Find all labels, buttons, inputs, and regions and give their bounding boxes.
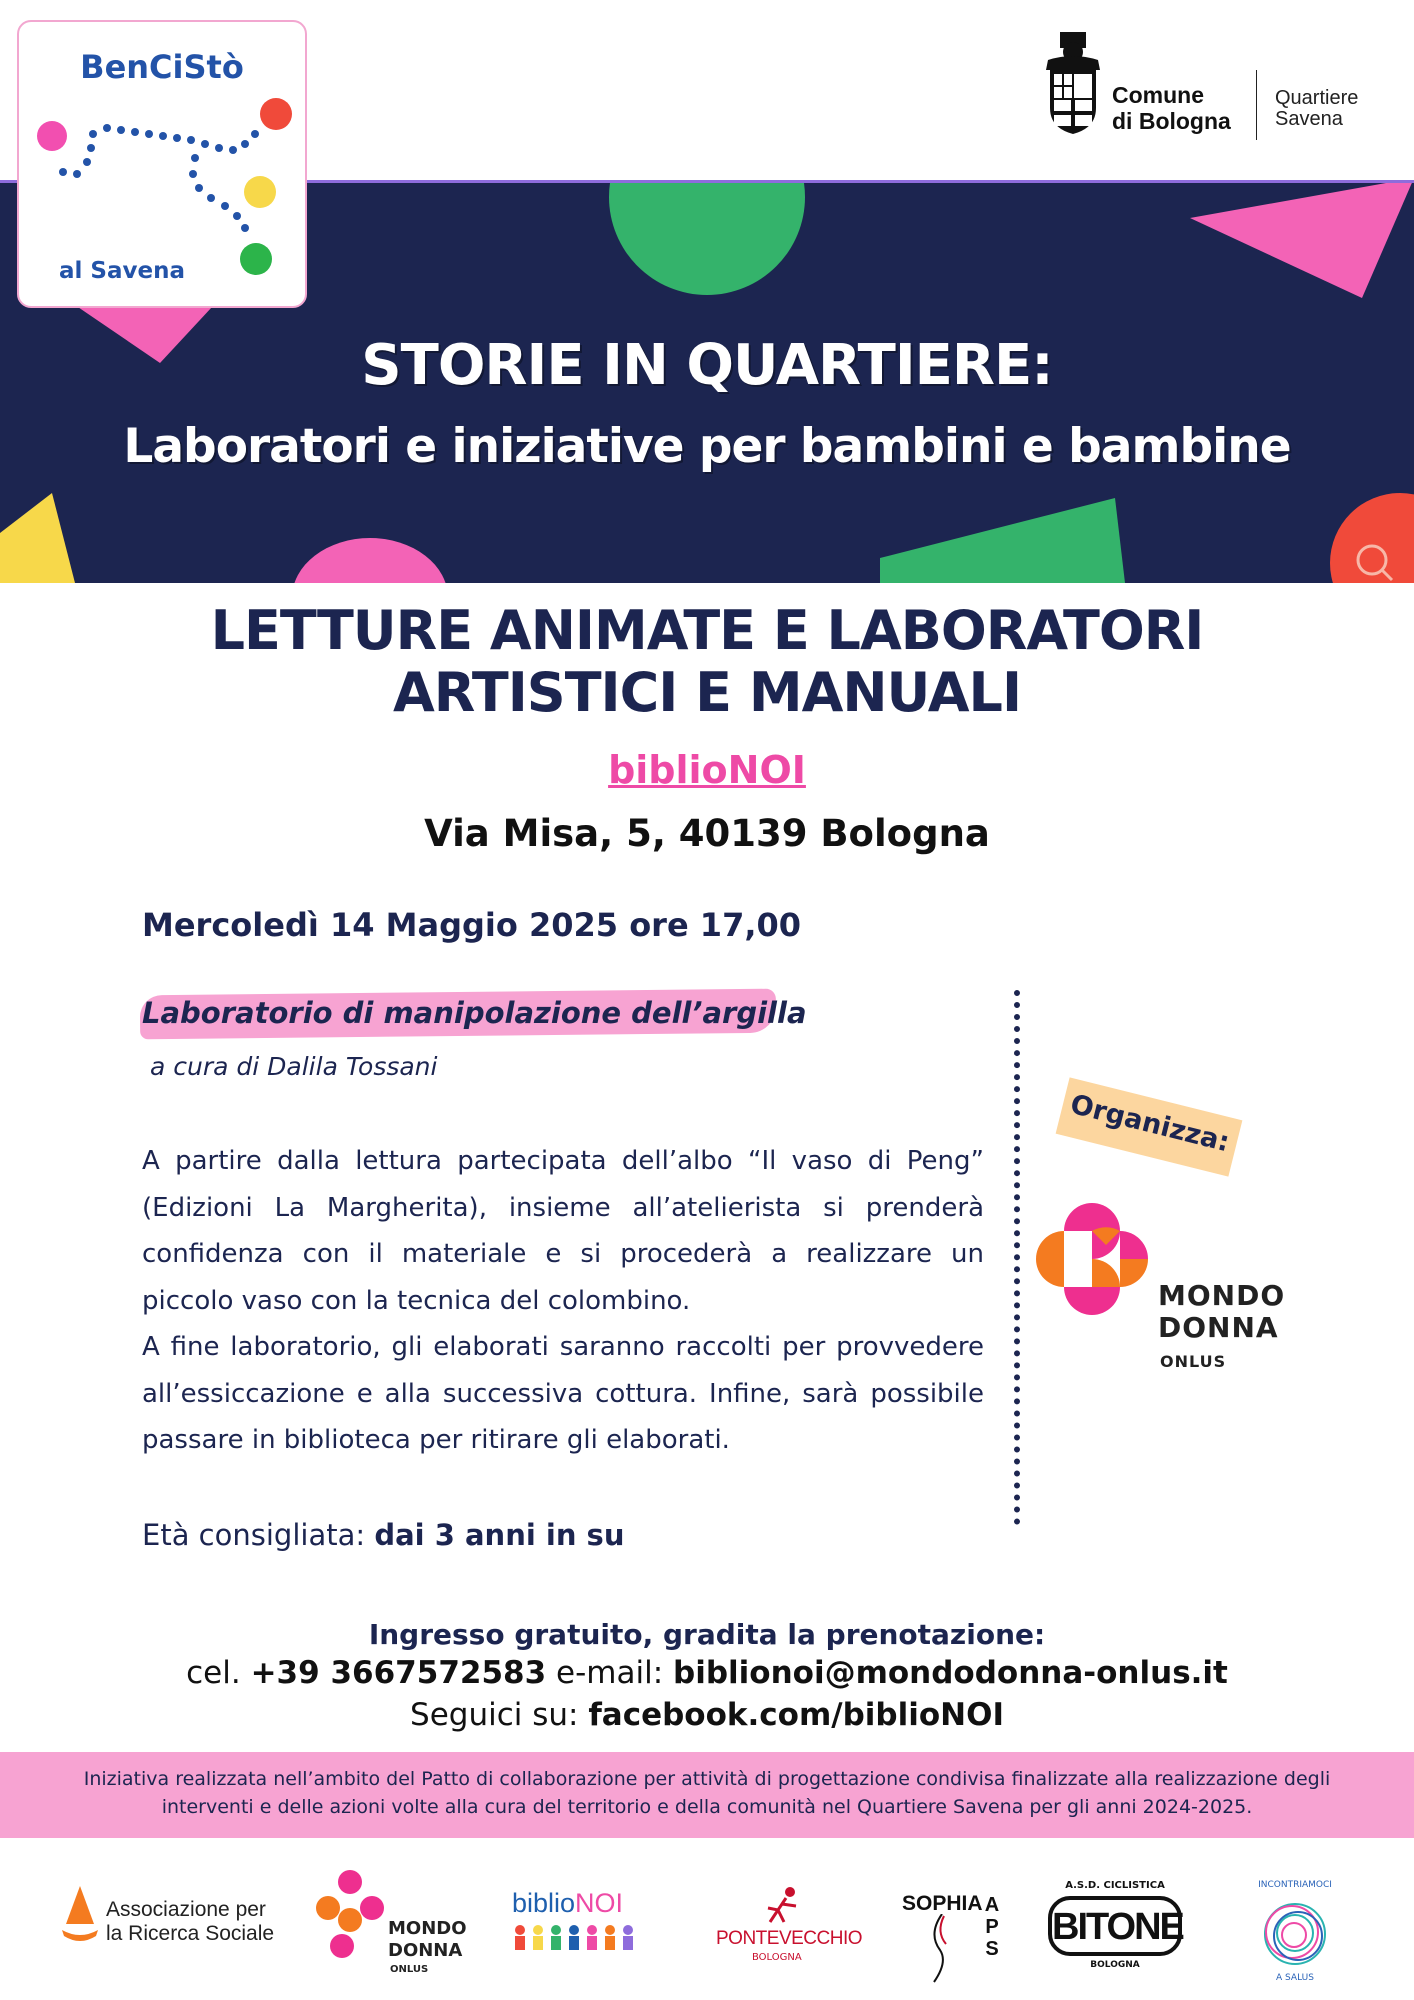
event-title: LETTURE ANIMATE E LABORATORI ARTISTICI E MANUALI	[210, 599, 1204, 724]
bencisto-subtitle: al Savena	[59, 258, 185, 284]
partner-arc-logo: Associazione per la Ricerca Sociale	[58, 1880, 298, 1950]
banner-title: STORIE IN QUARTIERE:	[361, 333, 1053, 398]
description-paragraph-2: A fine laboratorio, gli elaborati saranno raccolti per provvedere all’essiccazione e alla successiva cottura. Infine, sarà possibile passare in biblioteca per ritirare gli elaborati.	[142, 1332, 984, 1455]
partner-bitone-logo: A.S.D. CICLISTICA BITONE BOLOGNA	[1040, 1880, 1190, 1980]
workshop-title: Laboratorio di manipolazione dell’argilla	[142, 996, 807, 1030]
incontriamoci-circle-icon	[1240, 1878, 1350, 1988]
recommended-age: Età consigliata: dai 3 anni in su	[142, 1518, 625, 1552]
mondo-donna-logo: MONDO DONNA ONLUS	[1030, 1195, 1300, 1375]
runner-icon	[756, 1886, 816, 1926]
comune-di-bologna-logo	[1040, 30, 1380, 140]
partner-sophia-aps-logo: SOPHIA A P S	[900, 1888, 1010, 1978]
collaboration-notice: Iniziativa realizzata nell’ambito del Patto di collaborazione per attività di progettazione condivisa finalizzate alla realizzazione degli interventi e delle azioni volte alla cura del territorio e della comunità nel Quartiere Savena per gli anni 2024-2025.	[0, 1752, 1414, 1838]
event-date: Mercoledì 14 Maggio 2025 ore 17,00	[142, 906, 802, 944]
bologna-crest-icon	[1040, 30, 1106, 136]
bencisto-logo	[17, 20, 307, 308]
sophia-swirl-icon	[926, 1914, 956, 1984]
booking-info: Ingresso gratuito, gradita la prenotazione:	[368, 1618, 1046, 1651]
mondo-donna-symbol-icon	[1030, 1195, 1170, 1335]
children-figures-icon	[510, 1922, 660, 1962]
contact-line: cel. +39 3667572583 e-mail: biblionoi@mondodonna-onlus.it	[186, 1655, 1228, 1691]
organizer-tag: Organizza:	[1056, 1077, 1243, 1176]
comune-name: Comune di Bologna	[1112, 82, 1231, 134]
partner-incontriamoci-logo: INCONTRIAMOCI A SALUS	[1240, 1878, 1350, 1988]
arc-cone-icon	[58, 1880, 102, 1946]
facebook-link[interactable]: facebook.com/biblioNOI	[588, 1697, 1004, 1733]
mondo-donna-small-icon	[312, 1868, 388, 1964]
banner-subtitle: Laboratori e iniziative per bambini e bambine	[123, 419, 1291, 474]
bencisto-title: BenCiStò	[80, 48, 244, 86]
venue-address: Via Misa, 5, 40139 Bologna	[424, 812, 990, 855]
partner-mondo-donna-logo: MONDO DONNA ONLUS	[312, 1868, 482, 1978]
description-paragraph-1: A partire dalla lettura partecipata dell’albo “Il vaso di Peng” (Edizioni La Margherita), insieme all’atelierista si prenderà confidenza con il materiale e si procederà a realizzare un piccolo vaso con la tecnica del colombino.	[142, 1146, 984, 1316]
social-line: Seguici su: facebook.com/biblioNOI	[410, 1697, 1004, 1733]
phone-number[interactable]: +39 3667572583	[250, 1655, 547, 1691]
comune-separator	[1256, 70, 1257, 140]
workshop-description	[142, 1138, 984, 1464]
quartiere-savena-label: Quartiere Savena	[1275, 87, 1359, 130]
dotted-divider	[1014, 990, 1020, 1525]
partner-biblionoi-logo: biblioNOI	[510, 1888, 660, 1968]
venue-link[interactable]: biblioNOI	[608, 748, 806, 792]
workshop-author: a cura di Dalila Tossani	[150, 1052, 438, 1081]
email-address[interactable]: biblionoi@mondodonna-onlus.it	[673, 1655, 1228, 1691]
partner-pontevecchio-logo: PONTEVECCHIO BOLOGNA	[712, 1886, 862, 1976]
